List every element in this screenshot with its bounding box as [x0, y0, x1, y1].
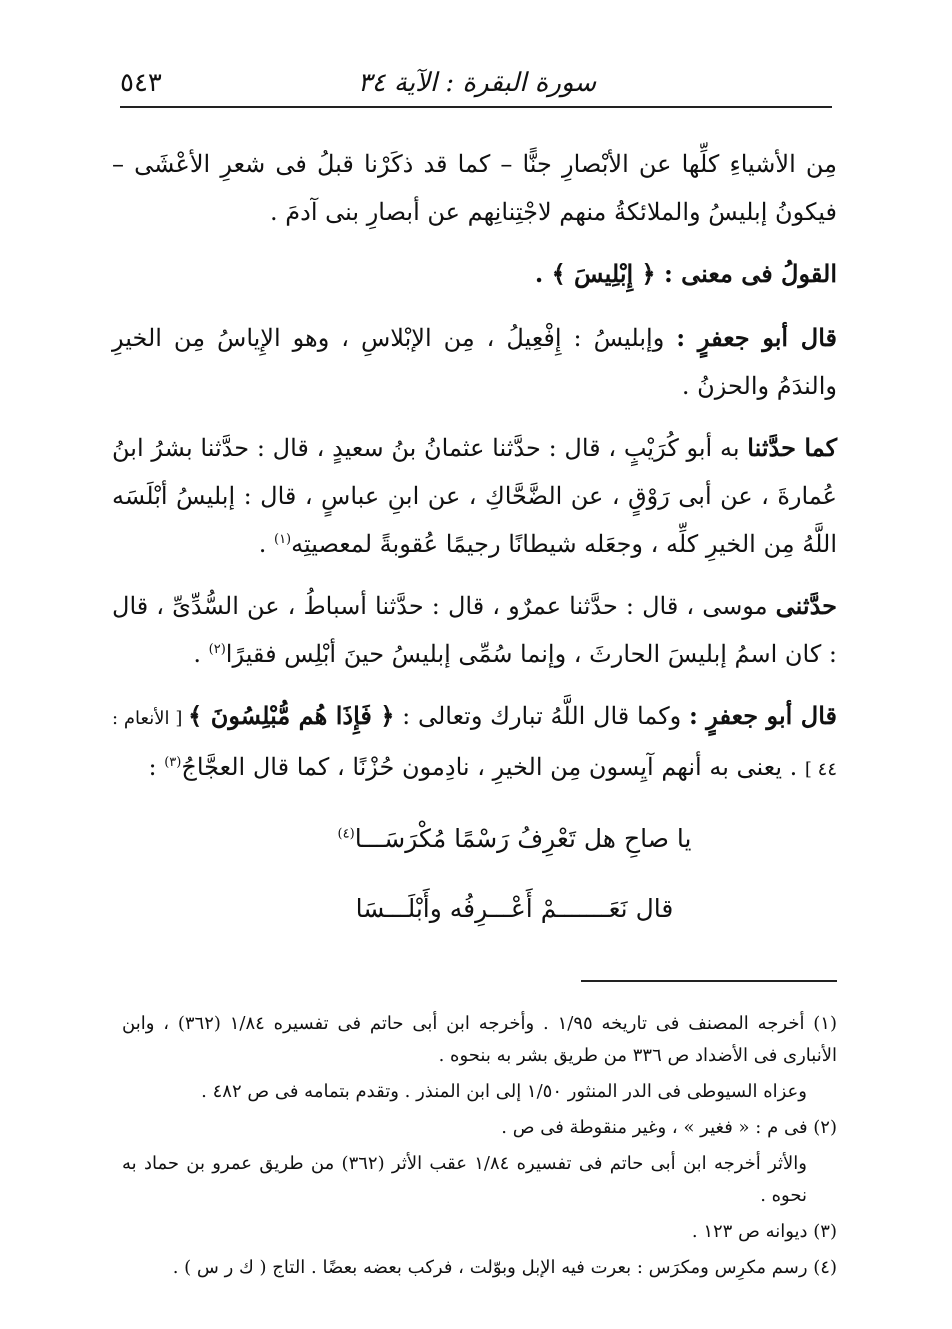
footnote-2-continuation: والأثر أخرجه ابن أبى حاتم فى تفسيره ١/٨٤ عقب الأثر (٣٦٢) من طريق عمرو بن حماد به نحوه . — [122, 1153, 807, 1206]
paragraph-5-lead: قال أبو جعفرٍ : — [688, 701, 837, 730]
paragraph-1: مِن الأشياءِ كلِّها عن الأبْصارِ جنًّا – كما قد ذكَرْنا قبلُ فى شعرِ الأعْشَى – فيكونُ إبليسُ والملائكةُ منهم لاجْتِنانِهم عن أبصارِ بنى آدمَ . — [112, 150, 837, 226]
heading-text: القولُ فى معنى : — [663, 259, 837, 288]
paragraph-2 — [112, 314, 837, 410]
footnotes — [122, 1008, 837, 1288]
footnote-marker-4: (٤) — [337, 826, 355, 842]
paragraph-3-text: به أبو كُرَيْبٍ ، قال : حدَّثنا عثمانُ بنُ سعيدٍ ، قال : حدَّثنا بشرُ ابنُ عُمارةَ ، عن أبى رَوْقٍ ، عن الضَّحَّاكِ ، عن ابنِ عباسٍ ، قال : إبليسُ أبْلَسَه اللَّهُ مِن الخيرِ كلِّه ، وجعَله شيطانًا رجيمًا عُقوبةً لمعصيتِه — [112, 434, 837, 558]
running-header — [120, 60, 832, 108]
verse-line-2-text: قال نَعَـــــــمْ أَعْـــرِفُه وأَبْلَـــسَا — [355, 894, 674, 923]
footnote-marker-1: (١) — [273, 532, 292, 547]
main-text — [112, 140, 837, 946]
heading-quran-word: ﴿ إِبْلِيسَ ﴾ — [551, 259, 656, 288]
verse-line-1-text: يا صاحِ هل تَعْرِفُ رَسْمًا مُكْرَسَـــا — [354, 824, 692, 853]
footnote-marker-3: (٣) — [164, 755, 182, 770]
paragraph-5 — [112, 692, 837, 794]
paragraph-2-text: وإبليسُ : إِفْعِيلُ ، مِن الإبْلاسِ ، وهو الإِياسُ مِن الخيرِ والندَمُ والحزنُ . — [112, 324, 837, 400]
footnote-1-continuation: وعزاه السيوطى فى الدر المنثور ١/٥٠ إلى ابن المنذر . وتقدم بتمامه فى ص ٤٨٢ . — [201, 1081, 807, 1102]
section-heading — [112, 250, 837, 298]
running-title: سورة البقرة : الآية ٣٤ — [357, 68, 597, 98]
paragraph-5-quran: ﴿ فَإِذَا هُم مُّبْلِسُونَ ﴾ — [188, 701, 395, 730]
footnote-1: (١) أخرجه المصنف فى تاريخه ١/٩٥ . وأخرجه ابن أبى حاتم فى تفسيره ١/٨٤ (٣٦٢) ، وابن الأنبارى فى الأضداد ص ٣٣٦ من طريق بشر به بنحوه . — [122, 1013, 837, 1066]
paragraph-4-end: . — [193, 640, 209, 668]
paragraph-4 — [112, 582, 837, 678]
footnote-3: (٣) ديوانه ص ١٢٣ . — [691, 1221, 837, 1242]
footnote-4: (٤) رسم مكرِس ومكرَس : بعرت فيه الإبل وبوّلت ، فركب بعضه بعضًا . التاج ( ك ر س ) . — [172, 1257, 837, 1278]
paragraph-5-ref: [ الأنعام : ٤٤ ] — [112, 708, 837, 780]
paragraph-5-text-2: . يعنى به أنهم آيِسون مِن الخيرِ ، نادِمون حُزْنًا ، كما قال العجَّاجُ — [181, 753, 805, 781]
footnote-marker-2: (٢) — [208, 642, 226, 657]
paragraph-3-end: . — [258, 530, 274, 558]
heading-end: . — [534, 259, 552, 288]
paragraph-3-lead: كما حدَّثنا — [747, 433, 838, 462]
paragraph-4-lead: حدَّثنى — [775, 591, 837, 620]
verse-line-2 — [112, 878, 837, 940]
paragraph-4-text: موسى ، قال : حدَّثنا عمرٌو ، قال : حدَّثنا أسباطُ ، عن السُّدِّىِّ ، قال : كان اسمُ إبليسَ الحارثَ ، وإنما سُمِّى إبليسُ حينَ أبْلِس فقيرًا — [112, 592, 837, 668]
paragraph-3 — [112, 424, 837, 568]
verse-line-1 — [112, 808, 837, 870]
page-number: ٥٤٣ — [120, 68, 162, 98]
footnote-divider — [581, 980, 837, 982]
paragraph-5-text-1: وكما قال اللَّهُ تبارك وتعالى : — [394, 702, 689, 730]
paragraph-2-lead: قال أبو جعفرٍ : — [676, 323, 837, 352]
footnote-2: (٢) فى م : « فغير » ، وغير منقوطة فى ص . — [501, 1117, 837, 1138]
paragraph-5-end: : — [148, 753, 165, 781]
